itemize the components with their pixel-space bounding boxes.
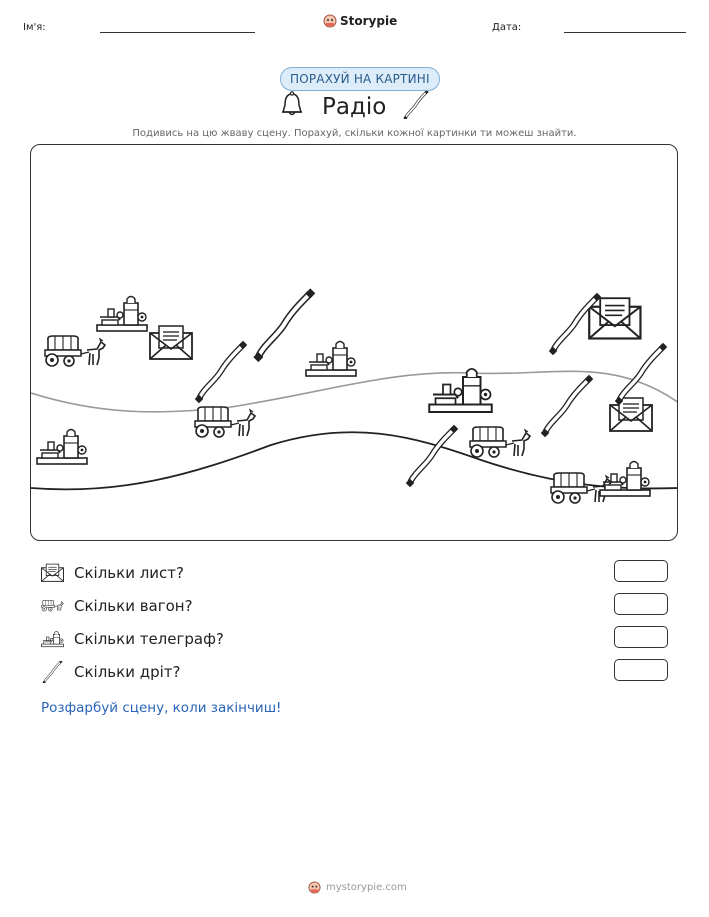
answer-box-envelope[interactable] (614, 560, 668, 582)
envelope-1 (150, 326, 192, 359)
envelope-2 (589, 298, 640, 338)
wagon-4 (551, 473, 611, 503)
wire-1 (195, 341, 247, 403)
date-line[interactable] (564, 32, 686, 33)
storypie-mascot-icon (323, 14, 337, 28)
scene-drawing (31, 145, 678, 541)
instructions: Подивись на цю жваву сцену. Порахуй, скільки кожної картинки ти можеш знайти. (132, 128, 577, 139)
telegraph-icon (41, 628, 64, 650)
question-text: Скільки лист? (74, 564, 184, 582)
answer-box-wagon[interactable] (614, 593, 668, 615)
wire-icon (402, 91, 430, 119)
telegraph-1 (97, 297, 147, 332)
question-telegraph (41, 627, 224, 651)
wagon-2 (195, 407, 255, 437)
wire-5 (541, 375, 593, 437)
envelope-3 (610, 398, 652, 431)
wagon-3 (470, 427, 530, 457)
answer-box-telegraph[interactable] (614, 626, 668, 648)
wagon-icon (41, 595, 64, 617)
footer (308, 881, 407, 894)
telegraph-4 (37, 430, 87, 465)
question-list (41, 561, 224, 684)
closing-note: Розфарбуй сцену, коли закінчиш! (41, 700, 282, 716)
question-envelope (41, 561, 224, 585)
wire-6 (406, 425, 458, 487)
count-badge: ПОРАХУЙ НА КАРТИНІ (280, 67, 440, 91)
brand-logo (323, 14, 397, 28)
storypie-mascot-icon (308, 881, 321, 894)
date-label: Дата: (492, 22, 522, 33)
telegraph-3 (429, 369, 492, 412)
question-wagon (41, 594, 224, 618)
bell-icon (279, 91, 305, 119)
question-text: Скільки телеграф? (74, 630, 224, 648)
question-wire (41, 660, 224, 684)
counting-scene (30, 144, 678, 541)
name-line[interactable] (100, 32, 255, 33)
footer-site[interactable]: mystorypie.com (326, 882, 407, 893)
wagon-1 (45, 336, 105, 366)
telegraph-2 (306, 342, 356, 377)
envelope-icon (41, 562, 64, 584)
name-label: Ім'я: (23, 22, 46, 33)
question-text: Скільки вагон? (74, 597, 193, 615)
wire-4 (615, 343, 667, 405)
answer-box-wire[interactable] (614, 659, 668, 681)
wire-icon (41, 661, 64, 683)
wire-2 (253, 288, 315, 362)
page-title: Радіо (322, 94, 387, 120)
question-text: Скільки дріт? (74, 663, 181, 681)
brand-name: Storypie (340, 14, 398, 28)
